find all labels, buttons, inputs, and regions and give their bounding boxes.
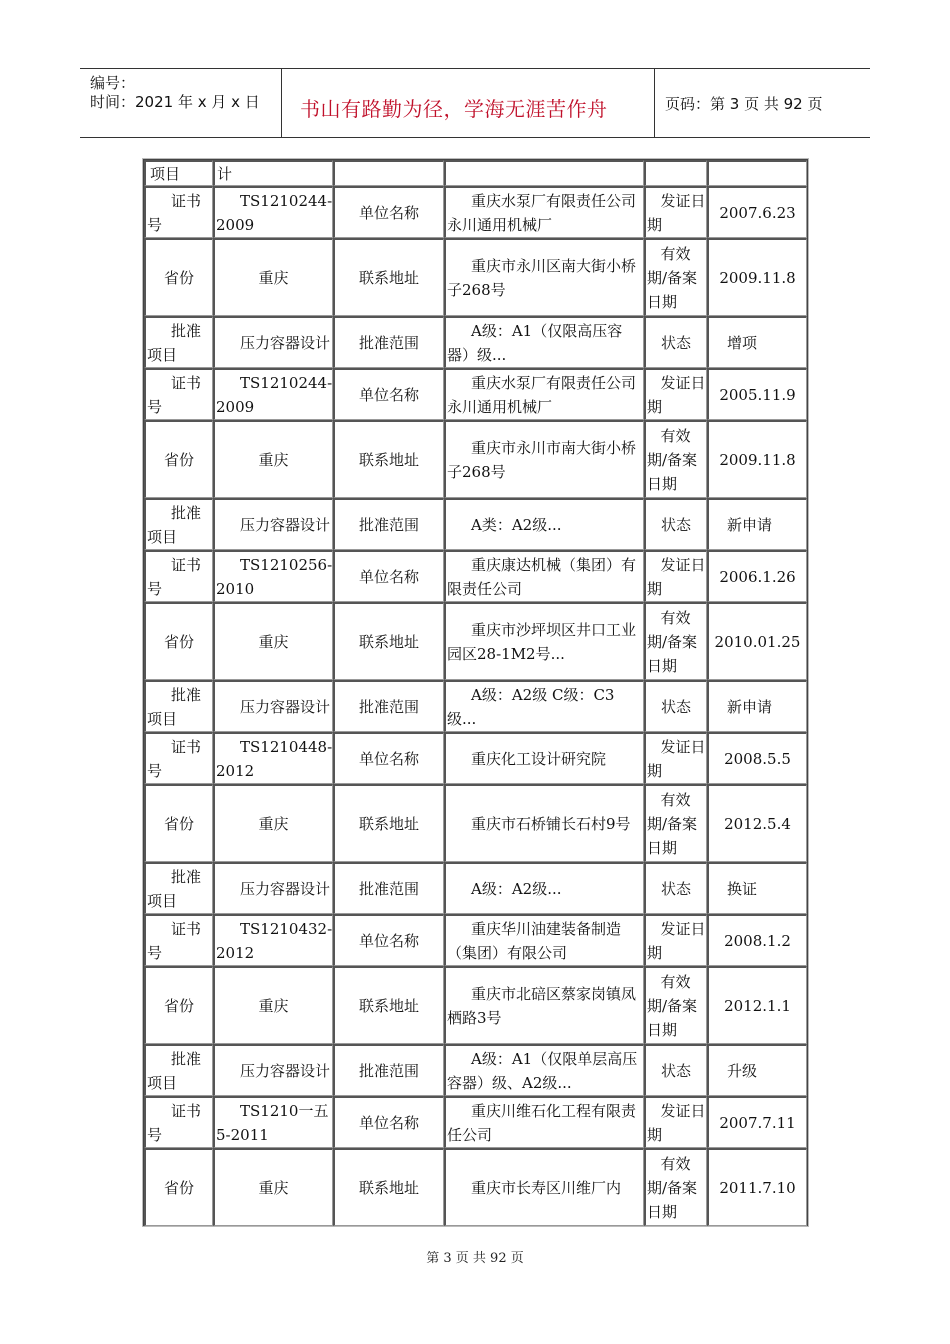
label-approved-item-text: 批准项目 — [147, 685, 202, 728]
province-value-text: 重庆 — [258, 268, 289, 287]
label-cert-no-text: 证书号 — [147, 737, 202, 780]
cert-no-value-text: TS1210244-2009 — [216, 373, 333, 416]
label-status-text: 状态 — [660, 515, 691, 534]
label-unit-name — [333, 914, 444, 966]
label-cert-no — [144, 550, 213, 602]
label-approved-scope — [333, 680, 444, 732]
issue-date-value — [707, 914, 807, 966]
label-status — [644, 498, 707, 550]
address-value-text: 重庆市北碚区蔡家岗镇凤栖路3号 — [447, 984, 637, 1027]
label-approved-item-text: 批准项目 — [147, 867, 202, 910]
label-address-text: 联系地址 — [358, 632, 419, 651]
province-value-text: 重庆 — [258, 632, 289, 651]
issue-date-value — [707, 186, 807, 238]
label-unit-name — [333, 186, 444, 238]
label-province — [144, 238, 213, 316]
label-cert-no-text: 证书号 — [147, 191, 202, 234]
label-issue-date — [644, 1096, 707, 1148]
label-address-text: 联系地址 — [358, 1178, 419, 1197]
address-value-text: 重庆市长寿区川维厂内 — [471, 1178, 622, 1197]
text: 项目 — [150, 164, 181, 183]
label-unit-name — [333, 368, 444, 420]
status-value-text: 升级 — [727, 1061, 758, 1080]
province-value — [213, 1148, 333, 1226]
cert-no-value-text: TS1210432-2012 — [216, 919, 333, 962]
unit-name-value — [444, 368, 644, 420]
unit-name-value-text: 重庆水泵厂有限责任公司永川通用机械厂 — [447, 191, 637, 234]
approved-scope-value — [444, 316, 644, 368]
label-cert-no — [144, 186, 213, 238]
label-province-text: 省份 — [163, 450, 194, 469]
label-issue-date — [644, 914, 707, 966]
valid-date-value-text: 2010.01.25 — [714, 632, 801, 651]
unit-name-value — [444, 914, 644, 966]
valid-date-value — [707, 1148, 807, 1226]
label-status — [644, 1044, 707, 1096]
label-valid-date-text: 有效期/备案日期 — [647, 972, 698, 1039]
label-cert-no-text: 证书号 — [147, 373, 202, 416]
cell-empty — [644, 160, 707, 186]
unit-name-value-text: 重庆华川油建装备制造（集团）有限公司 — [447, 919, 622, 962]
approved-scope-value-text: A级：A2级... — [471, 879, 562, 898]
issue-date-value-text: 2006.1.26 — [719, 567, 796, 586]
cert-no-value — [213, 550, 333, 602]
approved-item-value-text: 压力容器设计 — [240, 697, 331, 716]
text: 计 — [217, 164, 233, 183]
status-value-text: 新申请 — [727, 515, 773, 534]
label-approved-scope-text: 批准范围 — [358, 515, 419, 534]
issue-date-value — [707, 1096, 807, 1148]
page-footer: 第 3 页 共 92 页 — [426, 1251, 524, 1266]
valid-date-value — [707, 602, 807, 680]
label-unit-name-text: 单位名称 — [358, 385, 419, 404]
label-status — [644, 680, 707, 732]
label-valid-date — [644, 238, 707, 316]
label-unit-name-text: 单位名称 — [358, 567, 419, 586]
label-valid-date-text: 有效期/备案日期 — [647, 244, 698, 311]
header-motto-box — [282, 69, 655, 137]
issue-date-value-text: 2007.6.23 — [719, 203, 796, 222]
label-address — [333, 238, 444, 316]
label-province-text: 省份 — [163, 814, 194, 833]
province-value — [213, 784, 333, 862]
unit-name-value-text: 重庆水泵厂有限责任公司永川通用机械厂 — [447, 373, 637, 416]
label-cert-no — [144, 914, 213, 966]
label-status — [644, 316, 707, 368]
address-value — [444, 784, 644, 862]
approved-scope-value-text: A级：A1（仅限单层高压容器）级、A2级... — [447, 1049, 638, 1092]
label-approved-scope — [333, 862, 444, 914]
label-valid-date — [644, 1148, 707, 1226]
label-approved-item-text: 批准项目 — [147, 503, 202, 546]
label-cert-no — [144, 732, 213, 784]
valid-date-value — [707, 784, 807, 862]
label-unit-name — [333, 1096, 444, 1148]
unit-name-value — [444, 732, 644, 784]
label-address-text: 联系地址 — [358, 814, 419, 833]
valid-date-value — [707, 238, 807, 316]
label-unit-name-text: 单位名称 — [358, 931, 419, 950]
label-status — [644, 862, 707, 914]
header-motto: 书山有路勤为径，学海无涯苦作舟 — [300, 97, 608, 121]
cell-empty — [333, 160, 444, 186]
header-page-box — [655, 69, 870, 137]
cell-empty — [707, 160, 807, 186]
province-value-text: 重庆 — [258, 814, 289, 833]
unit-name-value-text: 重庆康达机械（集团）有限责任公司 — [447, 555, 637, 598]
header-page-number: 页码：第 3 页 共 92 页 — [665, 95, 823, 113]
label-status-text: 状态 — [660, 697, 691, 716]
label-cert-no-text: 证书号 — [147, 919, 202, 962]
unit-name-value-text: 重庆化工设计研究院 — [471, 749, 607, 768]
approved-scope-value-text: A级：A1（仅限高压容器）级... — [447, 321, 623, 364]
label-valid-date — [644, 602, 707, 680]
label-province — [144, 602, 213, 680]
label-approved-item — [144, 862, 213, 914]
label-province-text: 省份 — [163, 1178, 194, 1197]
label-province-text: 省份 — [163, 996, 194, 1015]
status-value-text: 换证 — [727, 879, 758, 898]
issue-date-value — [707, 368, 807, 420]
issue-date-value-text: 2008.5.5 — [724, 749, 791, 768]
label-unit-name-text: 单位名称 — [358, 749, 419, 768]
province-value-text: 重庆 — [258, 450, 289, 469]
cert-no-value — [213, 368, 333, 420]
label-unit-name — [333, 550, 444, 602]
label-approved-item-text: 批准项目 — [147, 321, 202, 364]
label-address-text: 联系地址 — [358, 268, 419, 287]
unit-name-value — [444, 550, 644, 602]
status-value — [707, 316, 807, 368]
label-province-text: 省份 — [163, 632, 194, 651]
status-value — [707, 498, 807, 550]
province-value-text: 重庆 — [258, 996, 289, 1015]
label-approved-item — [144, 498, 213, 550]
approved-item-value-text: 压力容器设计 — [240, 879, 331, 898]
label-issue-date — [644, 186, 707, 238]
doc-number-label: 编号： — [90, 74, 136, 92]
label-unit-name-text: 单位名称 — [358, 1113, 419, 1132]
province-value — [213, 966, 333, 1044]
label-valid-date — [644, 966, 707, 1044]
cert-no-value — [213, 914, 333, 966]
label-approved-scope-text: 批准范围 — [358, 333, 419, 352]
valid-date-value-text: 2012.5.4 — [724, 814, 791, 833]
label-status-text: 状态 — [660, 879, 691, 898]
cert-no-value-text: TS1210448-2012 — [216, 737, 333, 780]
label-address — [333, 420, 444, 498]
cell-continued-item-label — [144, 160, 213, 186]
valid-date-value-text: 2011.7.10 — [719, 1178, 796, 1197]
issue-date-value-text: 2008.1.2 — [724, 931, 791, 950]
approved-item-value — [213, 680, 333, 732]
label-province — [144, 784, 213, 862]
label-issue-date — [644, 732, 707, 784]
address-value-text: 重庆市永川市南大街小桥子268号 — [447, 438, 637, 481]
address-value — [444, 420, 644, 498]
label-cert-no — [144, 368, 213, 420]
address-value-text: 重庆市沙坪坝区井口工业园区28-1M2号... — [447, 620, 637, 663]
page-header — [80, 68, 870, 138]
approved-item-value — [213, 1044, 333, 1096]
label-approved-scope-text: 批准范围 — [358, 879, 419, 898]
address-value-text: 重庆市永川区南大街小桥子268号 — [447, 256, 637, 299]
label-approved-item — [144, 1044, 213, 1096]
label-valid-date-text: 有效期/备案日期 — [647, 790, 698, 857]
label-status-text: 状态 — [660, 1061, 691, 1080]
label-province-text: 省份 — [163, 268, 194, 287]
label-address-text: 联系地址 — [358, 996, 419, 1015]
label-cert-no — [144, 1096, 213, 1148]
status-value — [707, 862, 807, 914]
approved-scope-value-text: A级：A2级 C级：C3级... — [447, 685, 615, 728]
approved-scope-value — [444, 498, 644, 550]
address-value — [444, 1148, 644, 1226]
label-valid-date-text: 有效期/备案日期 — [647, 426, 698, 493]
label-valid-date — [644, 784, 707, 862]
label-status-text: 状态 — [660, 333, 691, 352]
valid-date-value-text: 2009.11.8 — [719, 450, 796, 469]
approved-scope-value — [444, 1044, 644, 1096]
approved-item-value-text: 压力容器设计 — [240, 333, 331, 352]
label-approved-scope-text: 批准范围 — [358, 697, 419, 716]
cert-no-value — [213, 732, 333, 784]
label-province — [144, 966, 213, 1044]
label-approved-item-text: 批准项目 — [147, 1049, 202, 1092]
address-value — [444, 602, 644, 680]
label-approved-scope — [333, 316, 444, 368]
unit-name-value-text: 重庆川维石化工程有限责任公司 — [447, 1101, 637, 1144]
cert-no-value-text: TS1210256-2010 — [216, 555, 333, 598]
province-value-text: 重庆 — [258, 1178, 289, 1197]
doc-time-label: 时间：2021 年 x 月 x 日 — [90, 93, 260, 111]
label-issue-date — [644, 368, 707, 420]
label-address — [333, 784, 444, 862]
issue-date-value-text: 2005.11.9 — [719, 385, 796, 404]
label-issue-date-text: 发证日期 — [647, 919, 706, 962]
approved-item-value — [213, 862, 333, 914]
approved-scope-value-text: A类：A2级... — [471, 515, 562, 534]
label-approved-item — [144, 680, 213, 732]
issue-date-value — [707, 550, 807, 602]
label-unit-name-text: 单位名称 — [358, 203, 419, 222]
label-issue-date-text: 发证日期 — [647, 1101, 706, 1144]
label-issue-date — [644, 550, 707, 602]
status-value-text: 增项 — [727, 333, 758, 352]
label-province — [144, 1148, 213, 1226]
issue-date-value — [707, 732, 807, 784]
label-cert-no-text: 证书号 — [147, 555, 202, 598]
status-value-text: 新申请 — [727, 697, 773, 716]
label-province — [144, 420, 213, 498]
status-value — [707, 680, 807, 732]
unit-name-value — [444, 186, 644, 238]
label-issue-date-text: 发证日期 — [647, 737, 706, 780]
label-issue-date-text: 发证日期 — [647, 373, 706, 416]
approved-scope-value — [444, 680, 644, 732]
label-approved-scope-text: 批准范围 — [358, 1061, 419, 1080]
label-address — [333, 602, 444, 680]
approved-item-value-text: 压力容器设计 — [240, 515, 331, 534]
province-value — [213, 238, 333, 316]
approved-item-value — [213, 316, 333, 368]
status-value — [707, 1044, 807, 1096]
header-meta — [80, 69, 282, 137]
cell-continued-item-value — [213, 160, 333, 186]
province-value — [213, 420, 333, 498]
valid-date-value — [707, 966, 807, 1044]
issue-date-value-text: 2007.7.11 — [719, 1113, 796, 1132]
valid-date-value-text: 2009.11.8 — [719, 268, 796, 287]
label-valid-date-text: 有效期/备案日期 — [647, 1154, 698, 1221]
label-valid-date — [644, 420, 707, 498]
label-address — [333, 1148, 444, 1226]
label-issue-date-text: 发证日期 — [647, 191, 706, 234]
label-issue-date-text: 发证日期 — [647, 555, 706, 598]
unit-name-value — [444, 1096, 644, 1148]
approved-item-value-text: 压力容器设计 — [240, 1061, 331, 1080]
license-table — [143, 159, 808, 1226]
approved-scope-value — [444, 862, 644, 914]
label-approved-scope — [333, 498, 444, 550]
address-value — [444, 238, 644, 316]
cert-no-value — [213, 186, 333, 238]
cell-empty — [444, 160, 644, 186]
label-address-text: 联系地址 — [358, 450, 419, 469]
label-address — [333, 966, 444, 1044]
label-cert-no-text: 证书号 — [147, 1101, 202, 1144]
province-value — [213, 602, 333, 680]
approved-item-value — [213, 498, 333, 550]
valid-date-value — [707, 420, 807, 498]
label-valid-date-text: 有效期/备案日期 — [647, 608, 698, 675]
label-approved-item — [144, 316, 213, 368]
cert-no-value — [213, 1096, 333, 1148]
label-unit-name — [333, 732, 444, 784]
label-approved-scope — [333, 1044, 444, 1096]
valid-date-value-text: 2012.1.1 — [724, 996, 791, 1015]
address-value — [444, 966, 644, 1044]
address-value-text: 重庆市石桥铺长石村9号 — [471, 814, 631, 833]
cert-no-value-text: TS1210244-2009 — [216, 191, 333, 234]
cert-no-value-text: TS1210一五5-2011 — [216, 1101, 329, 1144]
